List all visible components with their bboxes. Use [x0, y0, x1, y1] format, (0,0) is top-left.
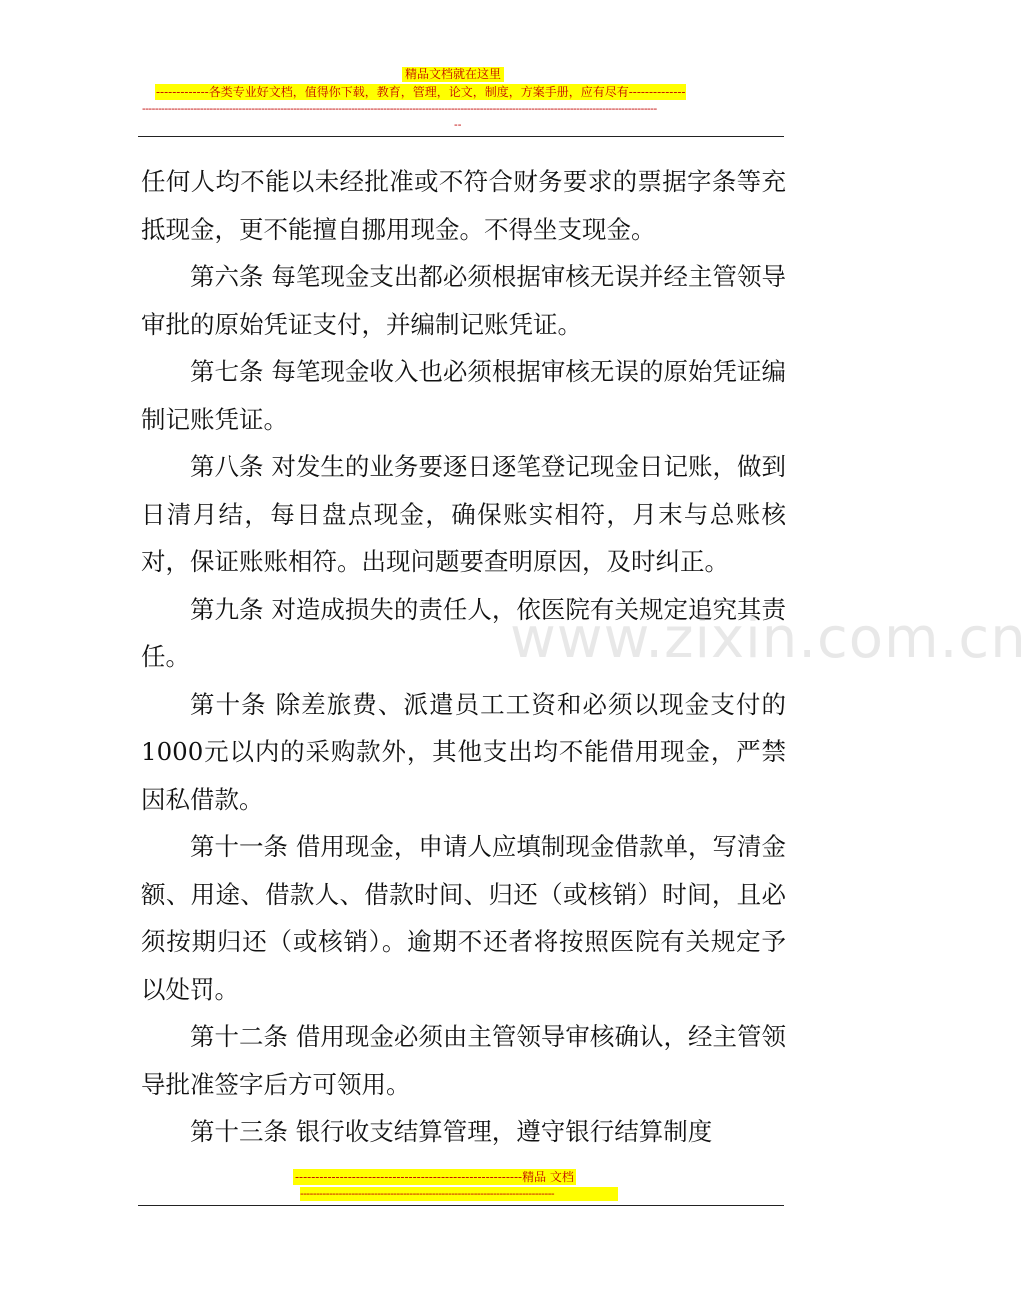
article-8: 第八条 对发生的业务要逐日逐笔登记现金日记账，做到日清月结，每日盘点现金，确保账实相符，月末与总账核对，保证账账相符。出现问题要查明原因，及时纠正。 — [141, 452, 786, 576]
article-13: 第十三条 银行收支结算管理，遵守银行结算制度 — [190, 1117, 713, 1146]
header-tagline: -------------各类专业好文档，值得你下载，教育，管理，论文，制度，方案手册，应有尽有-------------- — [156, 85, 686, 99]
watermark: www.zixin.com.cn — [510, 606, 1027, 671]
header-dash-line: ---------------------------------------------------------------------------------------------------------------------------------------------------------------- — [142, 102, 657, 115]
article-12: 第十二条 借用现金必须由主管领导审核确认，经主管领导批准签字后方可领用。 — [141, 1022, 786, 1099]
article-11: 第十一条 借用现金，申请人应填制现金借款单，写清金额、用途、借款人、借款时间、归还（或核销）时间，且必须按期归还（或核销）。逾期不还者将按照医院有关规定予以处罚。 — [141, 832, 786, 1004]
footer-rule — [138, 1205, 784, 1206]
header-dash-tail: -- — [454, 118, 462, 131]
header-rule — [138, 136, 784, 137]
paragraph: 任何人均不能以未经批准或不符合财务要求的票据字条等充抵现金，更不能擅自挪用现金。不得坐支现金。 — [141, 167, 786, 244]
article-7: 第七条 每笔现金收入也必须根据审核无误的原始凭证编制记账凭证。 — [141, 357, 786, 434]
footer-line-1: --------------------------------------------------------精品 文档 — [295, 1170, 574, 1184]
footer-line-2: ------------------------------------------------------------------------------- — [300, 1187, 618, 1201]
article-10: 第十条 除差旅费、派遣员工工资和必须以现金支付的1000元以内的采购款外，其他支出均不能借用现金，严禁因私借款。 — [141, 689, 786, 814]
article-6: 第六条 每笔现金支出都必须根据审核无误并经主管领导审批的原始凭证支付，并编制记账凭证。 — [141, 262, 786, 339]
article-9: 第九条 对造成损失的责任人，依医院有关规定追究其责任。 — [141, 594, 786, 671]
header-title: 精品文档就在这里 — [402, 67, 504, 82]
